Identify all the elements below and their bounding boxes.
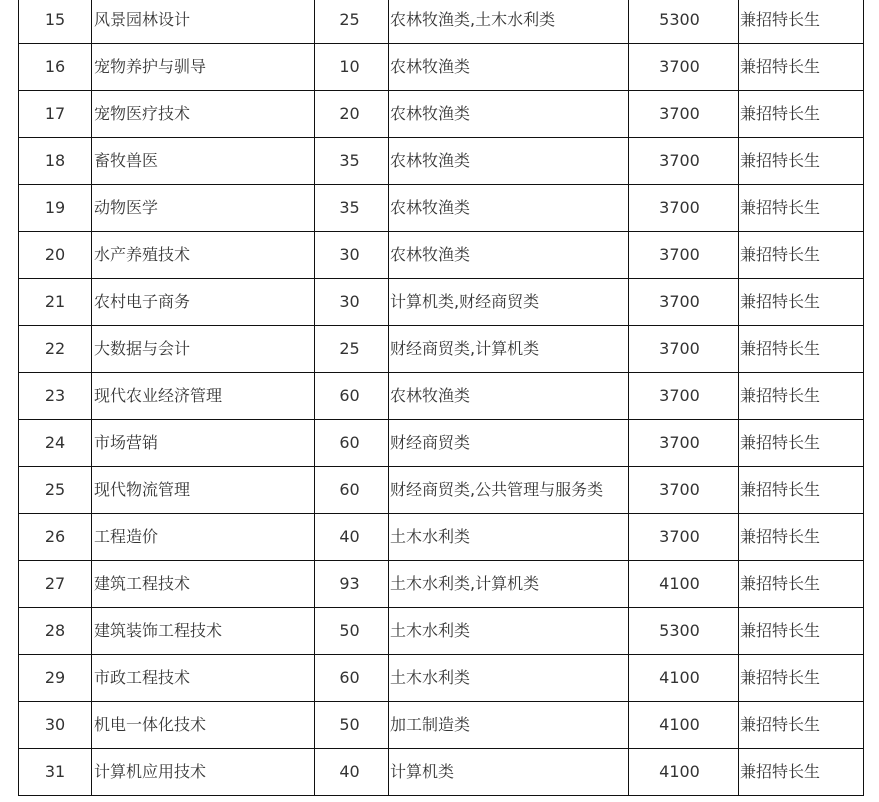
table-row bbox=[19, 608, 864, 655]
table-row bbox=[19, 91, 864, 138]
cell-major-name: 畜牧兽医 bbox=[92, 138, 315, 185]
cell-tuition-fee: 5300 bbox=[629, 0, 739, 44]
cell-index: 17 bbox=[19, 91, 92, 138]
table-row bbox=[19, 514, 864, 561]
cell-note: 兼招特长生 bbox=[739, 702, 864, 749]
table-row bbox=[19, 373, 864, 420]
cell-tuition-fee: 3700 bbox=[629, 467, 739, 514]
cell-index: 24 bbox=[19, 420, 92, 467]
cell-index: 28 bbox=[19, 608, 92, 655]
cell-plan-count: 20 bbox=[315, 91, 389, 138]
cell-index: 21 bbox=[19, 279, 92, 326]
cell-exam-category: 农林牧渔类 bbox=[389, 185, 629, 232]
table-row bbox=[19, 44, 864, 91]
cell-major-name: 市政工程技术 bbox=[92, 655, 315, 702]
cell-tuition-fee: 3700 bbox=[629, 279, 739, 326]
cell-note: 兼招特长生 bbox=[739, 561, 864, 608]
table-row bbox=[19, 326, 864, 373]
cell-index: 18 bbox=[19, 138, 92, 185]
cell-exam-category: 计算机类 bbox=[389, 749, 629, 796]
cell-note: 兼招特长生 bbox=[739, 467, 864, 514]
cell-exam-category: 农林牧渔类 bbox=[389, 91, 629, 138]
cell-note: 兼招特长生 bbox=[739, 44, 864, 91]
cell-major-name: 宠物养护与驯导 bbox=[92, 44, 315, 91]
cell-plan-count: 40 bbox=[315, 749, 389, 796]
cell-plan-count: 93 bbox=[315, 561, 389, 608]
cell-index: 26 bbox=[19, 514, 92, 561]
cell-tuition-fee: 3700 bbox=[629, 514, 739, 561]
cell-plan-count: 50 bbox=[315, 702, 389, 749]
cell-major-name: 大数据与会计 bbox=[92, 326, 315, 373]
cell-plan-count: 50 bbox=[315, 608, 389, 655]
cell-note: 兼招特长生 bbox=[739, 91, 864, 138]
cell-major-name: 现代物流管理 bbox=[92, 467, 315, 514]
cell-major-name: 现代农业经济管理 bbox=[92, 373, 315, 420]
cell-plan-count: 40 bbox=[315, 514, 389, 561]
cell-tuition-fee: 3700 bbox=[629, 44, 739, 91]
cell-index: 30 bbox=[19, 702, 92, 749]
cell-index: 19 bbox=[19, 185, 92, 232]
cell-tuition-fee: 3700 bbox=[629, 91, 739, 138]
cell-note: 兼招特长生 bbox=[739, 185, 864, 232]
cell-exam-category: 农林牧渔类,土木水利类 bbox=[389, 0, 629, 44]
enrollment-table-container bbox=[18, 0, 864, 796]
cell-exam-category: 土木水利类 bbox=[389, 608, 629, 655]
cell-index: 31 bbox=[19, 749, 92, 796]
cell-note: 兼招特长生 bbox=[739, 138, 864, 185]
cell-tuition-fee: 4100 bbox=[629, 655, 739, 702]
table-row bbox=[19, 279, 864, 326]
cell-index: 22 bbox=[19, 326, 92, 373]
cell-index: 15 bbox=[19, 0, 92, 44]
cell-major-name: 建筑装饰工程技术 bbox=[92, 608, 315, 655]
cell-major-name: 动物医学 bbox=[92, 185, 315, 232]
cell-plan-count: 60 bbox=[315, 655, 389, 702]
cell-plan-count: 60 bbox=[315, 420, 389, 467]
table-row bbox=[19, 702, 864, 749]
cell-index: 23 bbox=[19, 373, 92, 420]
table-row bbox=[19, 561, 864, 608]
cell-tuition-fee: 4100 bbox=[629, 561, 739, 608]
table-row bbox=[19, 420, 864, 467]
cell-tuition-fee: 3700 bbox=[629, 138, 739, 185]
cell-note: 兼招特长生 bbox=[739, 326, 864, 373]
cell-tuition-fee: 3700 bbox=[629, 420, 739, 467]
cell-index: 25 bbox=[19, 467, 92, 514]
cell-exam-category: 农林牧渔类 bbox=[389, 232, 629, 279]
cell-major-name: 宠物医疗技术 bbox=[92, 91, 315, 138]
cell-note: 兼招特长生 bbox=[739, 608, 864, 655]
cell-exam-category: 计算机类,财经商贸类 bbox=[389, 279, 629, 326]
cell-tuition-fee: 3700 bbox=[629, 373, 739, 420]
cell-tuition-fee: 3700 bbox=[629, 185, 739, 232]
cell-note: 兼招特长生 bbox=[739, 232, 864, 279]
cell-exam-category: 财经商贸类,公共管理与服务类 bbox=[389, 467, 629, 514]
cell-exam-category: 加工制造类 bbox=[389, 702, 629, 749]
cell-plan-count: 25 bbox=[315, 326, 389, 373]
cell-note: 兼招特长生 bbox=[739, 749, 864, 796]
cell-exam-category: 农林牧渔类 bbox=[389, 373, 629, 420]
cell-exam-category: 农林牧渔类 bbox=[389, 138, 629, 185]
cell-major-name: 工程造价 bbox=[92, 514, 315, 561]
cell-major-name: 风景园林设计 bbox=[92, 0, 315, 44]
cell-note: 兼招特长生 bbox=[739, 0, 864, 44]
cell-tuition-fee: 4100 bbox=[629, 702, 739, 749]
cell-exam-category: 财经商贸类 bbox=[389, 420, 629, 467]
cell-major-name: 计算机应用技术 bbox=[92, 749, 315, 796]
cell-plan-count: 35 bbox=[315, 185, 389, 232]
cell-major-name: 水产养殖技术 bbox=[92, 232, 315, 279]
cell-index: 27 bbox=[19, 561, 92, 608]
cell-plan-count: 35 bbox=[315, 138, 389, 185]
cell-exam-category: 财经商贸类,计算机类 bbox=[389, 326, 629, 373]
cell-tuition-fee: 5300 bbox=[629, 608, 739, 655]
cell-exam-category: 农林牧渔类 bbox=[389, 44, 629, 91]
cell-note: 兼招特长生 bbox=[739, 655, 864, 702]
cell-index: 29 bbox=[19, 655, 92, 702]
table-row bbox=[19, 467, 864, 514]
cell-plan-count: 60 bbox=[315, 467, 389, 514]
enrollment-table bbox=[18, 0, 864, 796]
cell-plan-count: 30 bbox=[315, 279, 389, 326]
cell-exam-category: 土木水利类,计算机类 bbox=[389, 561, 629, 608]
cell-major-name: 机电一体化技术 bbox=[92, 702, 315, 749]
cell-major-name: 市场营销 bbox=[92, 420, 315, 467]
table-body bbox=[19, 0, 864, 796]
cell-major-name: 建筑工程技术 bbox=[92, 561, 315, 608]
cell-plan-count: 10 bbox=[315, 44, 389, 91]
table-row bbox=[19, 0, 864, 44]
cell-tuition-fee: 3700 bbox=[629, 326, 739, 373]
cell-plan-count: 30 bbox=[315, 232, 389, 279]
cell-exam-category: 土木水利类 bbox=[389, 655, 629, 702]
table-row bbox=[19, 655, 864, 702]
cell-exam-category: 土木水利类 bbox=[389, 514, 629, 561]
cell-tuition-fee: 4100 bbox=[629, 749, 739, 796]
table-row bbox=[19, 749, 864, 796]
cell-note: 兼招特长生 bbox=[739, 420, 864, 467]
cell-note: 兼招特长生 bbox=[739, 279, 864, 326]
cell-plan-count: 60 bbox=[315, 373, 389, 420]
cell-index: 16 bbox=[19, 44, 92, 91]
cell-tuition-fee: 3700 bbox=[629, 232, 739, 279]
cell-note: 兼招特长生 bbox=[739, 514, 864, 561]
cell-note: 兼招特长生 bbox=[739, 373, 864, 420]
table-row bbox=[19, 185, 864, 232]
cell-major-name: 农村电子商务 bbox=[92, 279, 315, 326]
table-row bbox=[19, 138, 864, 185]
table-row bbox=[19, 232, 864, 279]
cell-plan-count: 25 bbox=[315, 0, 389, 44]
cell-index: 20 bbox=[19, 232, 92, 279]
